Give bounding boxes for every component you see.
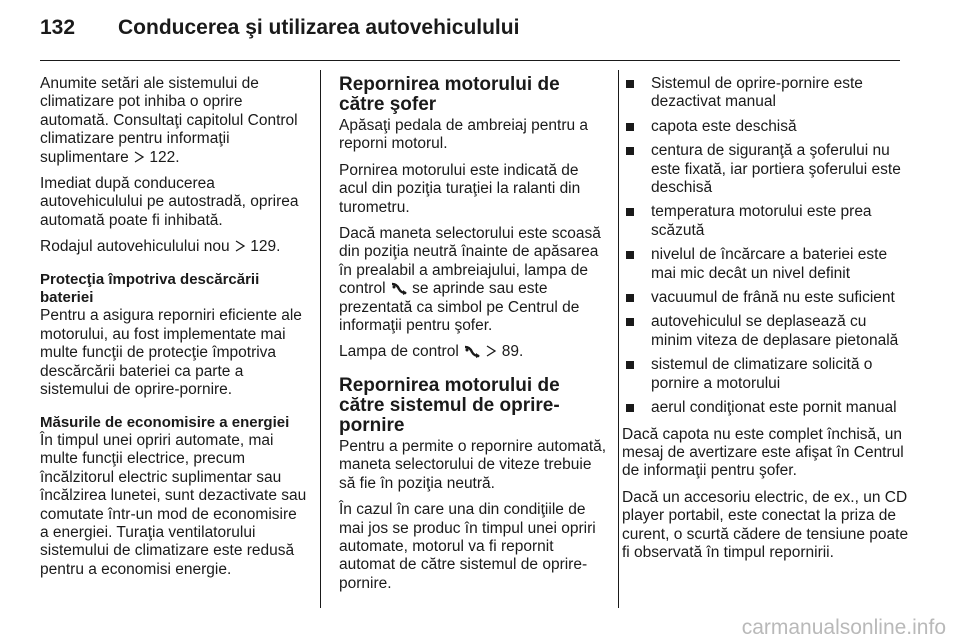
bullet-square-icon bbox=[626, 318, 634, 326]
page-reference-arrow-icon bbox=[485, 345, 497, 357]
paragraph: Pentru a permite o repornire automată, maneta selectorului de viteze trebuie să fie în poziţia neutră. bbox=[339, 437, 607, 492]
list-item bbox=[622, 142, 912, 197]
paragraph-text: Rodajul autovehiculului nou bbox=[40, 238, 230, 256]
paragraph bbox=[339, 225, 609, 335]
page-reference-arrow-icon bbox=[133, 151, 145, 163]
condition-list bbox=[622, 75, 912, 418]
page-header bbox=[40, 16, 519, 46]
list-item bbox=[622, 356, 912, 393]
list-item-text: Sistemul de oprire-pornire este dezactivat manual bbox=[651, 75, 863, 111]
page-reference[interactable]: 89. bbox=[501, 343, 524, 361]
start-stop-autostop-lamp-icon bbox=[463, 344, 481, 358]
bullet-square-icon bbox=[626, 147, 634, 155]
paragraph bbox=[40, 238, 308, 256]
paragraph: În cazul în care una din condiţiile de mai jos se produc în timpul unei opriri automate, motorul va fi repornit automat de către sistemul de oprire-pornire. bbox=[339, 501, 596, 592]
list-item bbox=[622, 75, 912, 112]
watermark: carmanualsonline.info bbox=[741, 616, 946, 639]
paragraph-text: se aprinde sau este prezentată ca simbol pe Centrul de informaţii pentru şofer. bbox=[339, 280, 580, 335]
list-item-text: centura de siguranţă a şoferului nu este fixată, iar portiera şoferului este deschisă bbox=[651, 142, 901, 197]
list-item bbox=[622, 118, 912, 136]
list-item bbox=[622, 289, 912, 307]
list-item-text: nivelul de încărcare a bateriei este mai mic decât un nivel definit bbox=[651, 246, 888, 282]
page-reference[interactable]: 129. bbox=[250, 238, 281, 256]
page-title: Conducerea şi utilizarea autovehiculului bbox=[118, 16, 520, 39]
bullet-square-icon bbox=[626, 361, 634, 369]
bullet-square-icon bbox=[626, 404, 634, 412]
page-number: 132 bbox=[40, 16, 76, 39]
section-heading: Repornirea motorului de către sistemul de oprire-pornire bbox=[339, 374, 560, 436]
page-reference[interactable]: 122. bbox=[149, 148, 180, 166]
page-reference-arrow-icon bbox=[234, 240, 246, 252]
bullet-square-icon bbox=[626, 80, 634, 88]
start-stop-autostop-lamp-icon bbox=[390, 281, 408, 295]
column-left bbox=[40, 75, 308, 587]
list-item-text: sistemul de climatizare solicită o pornire a motorului bbox=[651, 356, 873, 392]
subheading: Măsurile de economisire a energiei bbox=[40, 413, 290, 431]
paragraph bbox=[339, 343, 609, 361]
paragraph: Pornirea motorului este indicată de acul din poziţia turaţiei la ralanti din turometru. bbox=[339, 161, 581, 216]
list-item-text: aerul condiţionat este pornit manual bbox=[651, 399, 897, 417]
paragraph: Imediat după conducerea autovehiculului pe autostradă, oprirea automată poate fi inhibată. bbox=[40, 175, 299, 229]
list-item-text: temperatura motorului este prea scăzută bbox=[651, 203, 872, 239]
subheading: Protecţia împotriva descărcării bateriei bbox=[40, 270, 260, 307]
column-middle bbox=[339, 75, 609, 601]
list-item bbox=[622, 399, 912, 417]
paragraph-text: Lampa de control bbox=[339, 343, 459, 361]
header-rule bbox=[40, 60, 900, 61]
bullet-square-icon bbox=[626, 294, 634, 302]
list-item-text: capota este deschisă bbox=[651, 117, 797, 135]
paragraph-text: Anumite setări ale sistemului de climatizare pot inhiba o oprire automată. Consultaţi capitolul Control climatizare pentru informaţii suplimentare bbox=[40, 75, 298, 166]
paragraph: Dacă capota nu este complet închisă, un mesaj de avertizare este afişat în Centrul de informaţii pentru şofer. bbox=[622, 425, 904, 480]
list-item-text: vacuumul de frână nu este suficient bbox=[651, 289, 895, 307]
column-right bbox=[622, 75, 912, 570]
bullet-square-icon bbox=[626, 208, 634, 216]
list-item bbox=[622, 313, 912, 350]
paragraph: Apăsaţi pedala de ambreiaj pentru a reporni motorul. bbox=[339, 117, 589, 153]
list-item bbox=[622, 246, 912, 283]
column-divider bbox=[618, 70, 619, 608]
paragraph-text: Dacă maneta selectorului este scoasă din poziţia neutră înainte de apăsarea în prealabil a ambreiajului, lampa de control bbox=[339, 225, 601, 298]
list-item bbox=[622, 203, 912, 240]
paragraph: Pentru a asigura reporniri eficiente ale motorului, au fost implementate mai multe funcţii de protecţie împotriva descărcării bateriei ca parte a sistemului de oprire-pornire. bbox=[40, 307, 302, 399]
column-divider bbox=[320, 70, 321, 608]
section-heading: Repornirea motorului de către şofer bbox=[339, 74, 560, 115]
bullet-square-icon bbox=[626, 251, 634, 259]
paragraph: Dacă un accesoriu electric, de ex., un CD player portabil, este conectat la priza de curent, o scurtă cădere de tensiune poate fi observată în timpul repornirii. bbox=[622, 488, 909, 561]
list-item-text: autovehiculul se deplasează cu minim viteza de deplasare pietonală bbox=[651, 313, 899, 349]
paragraph bbox=[40, 75, 308, 167]
bullet-square-icon bbox=[626, 123, 634, 131]
paragraph: În timpul unei opriri automate, mai multe funcţii electrice, precum încălzitorul electric suplimentar sau încălzirea lunetei, sunt dezactivate sau comutate într-un mod de economisire a energiei. Turaţia ventilatorului sistemului de climatizare este redusă pentru a economisi energie. bbox=[40, 431, 307, 578]
